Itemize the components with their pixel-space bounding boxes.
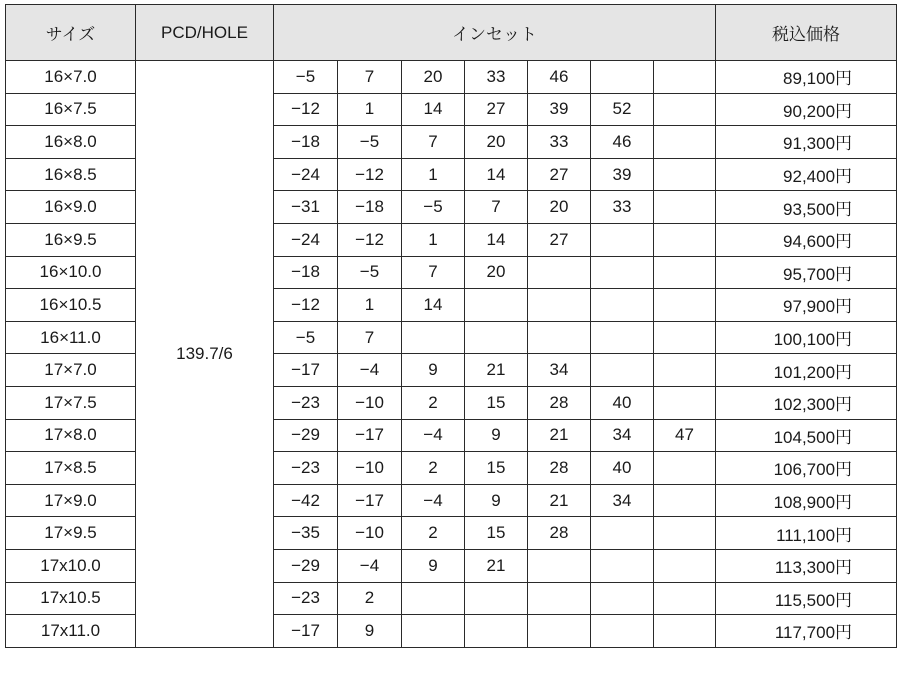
inset-cell: 52 <box>591 93 654 126</box>
price-cell: 113,300円 <box>716 549 897 582</box>
size-cell: 17×7.0 <box>6 354 136 387</box>
inset-cell: −10 <box>338 452 402 485</box>
size-cell: 16×10.5 <box>6 289 136 322</box>
price-cell: 115,500円 <box>716 582 897 615</box>
size-cell: 17x11.0 <box>6 615 136 648</box>
size-cell: 16×9.5 <box>6 223 136 256</box>
size-cell: 16×7.0 <box>6 61 136 94</box>
inset-cell <box>591 289 654 322</box>
size-cell: 17x10.0 <box>6 549 136 582</box>
inset-cell: −5 <box>338 256 402 289</box>
inset-cell: 9 <box>402 354 465 387</box>
inset-cell: 7 <box>402 126 465 159</box>
inset-cell <box>402 582 465 615</box>
inset-cell <box>654 354 716 387</box>
inset-cell: 20 <box>402 61 465 94</box>
inset-cell <box>654 517 716 550</box>
inset-cell <box>654 126 716 159</box>
inset-cell <box>528 582 591 615</box>
inset-cell: 9 <box>402 549 465 582</box>
inset-cell: 21 <box>465 549 528 582</box>
inset-cell: 34 <box>591 484 654 517</box>
inset-cell: 2 <box>402 517 465 550</box>
price-cell: 101,200円 <box>716 354 897 387</box>
inset-cell <box>654 549 716 582</box>
inset-cell <box>465 321 528 354</box>
inset-cell: −10 <box>338 517 402 550</box>
inset-cell: 7 <box>338 61 402 94</box>
inset-cell <box>654 615 716 648</box>
size-cell: 17×9.5 <box>6 517 136 550</box>
inset-cell <box>654 256 716 289</box>
inset-cell: 2 <box>402 452 465 485</box>
price-cell: 89,100円 <box>716 61 897 94</box>
size-cell: 17×7.5 <box>6 386 136 419</box>
inset-cell: 39 <box>528 93 591 126</box>
inset-cell <box>402 321 465 354</box>
inset-cell: 21 <box>528 484 591 517</box>
inset-cell: 9 <box>465 419 528 452</box>
inset-cell: 20 <box>528 191 591 224</box>
price-cell: 92,400円 <box>716 158 897 191</box>
inset-cell: 14 <box>402 93 465 126</box>
inset-cell: −10 <box>338 386 402 419</box>
inset-cell: 34 <box>591 419 654 452</box>
inset-cell <box>591 615 654 648</box>
inset-cell: −24 <box>274 158 338 191</box>
inset-cell <box>465 582 528 615</box>
price-cell: 100,100円 <box>716 321 897 354</box>
inset-cell: 1 <box>402 158 465 191</box>
inset-cell: −31 <box>274 191 338 224</box>
inset-cell: −17 <box>338 484 402 517</box>
table-row <box>6 61 897 94</box>
inset-cell <box>654 158 716 191</box>
inset-cell: 9 <box>338 615 402 648</box>
price-cell: 108,900円 <box>716 484 897 517</box>
inset-cell: 14 <box>402 289 465 322</box>
size-cell: 16×8.0 <box>6 126 136 159</box>
inset-cell: −4 <box>338 354 402 387</box>
inset-cell: 33 <box>591 191 654 224</box>
inset-cell: −12 <box>338 158 402 191</box>
inset-cell: 33 <box>465 61 528 94</box>
inset-cell: −5 <box>338 126 402 159</box>
inset-cell: 27 <box>528 158 591 191</box>
inset-cell: −29 <box>274 549 338 582</box>
inset-cell: 40 <box>591 386 654 419</box>
inset-cell: −23 <box>274 386 338 419</box>
price-cell: 91,300円 <box>716 126 897 159</box>
inset-cell: 21 <box>528 419 591 452</box>
price-cell: 104,500円 <box>716 419 897 452</box>
inset-cell: 20 <box>465 126 528 159</box>
inset-cell <box>654 386 716 419</box>
inset-cell: 15 <box>465 452 528 485</box>
inset-cell: 9 <box>465 484 528 517</box>
inset-cell: −24 <box>274 223 338 256</box>
header-price: 税込価格 <box>716 5 897 61</box>
table-header <box>6 5 897 61</box>
inset-cell <box>654 61 716 94</box>
inset-cell: 15 <box>465 386 528 419</box>
inset-cell: −35 <box>274 517 338 550</box>
inset-cell: 27 <box>528 223 591 256</box>
price-cell: 90,200円 <box>716 93 897 126</box>
inset-cell: −4 <box>402 419 465 452</box>
inset-cell: 28 <box>528 517 591 550</box>
size-cell: 16×7.5 <box>6 93 136 126</box>
inset-cell: −12 <box>274 93 338 126</box>
inset-cell <box>654 582 716 615</box>
price-cell: 97,900円 <box>716 289 897 322</box>
header-size: サイズ <box>6 5 136 61</box>
inset-cell: −17 <box>338 419 402 452</box>
inset-cell <box>654 223 716 256</box>
inset-cell <box>591 582 654 615</box>
inset-cell: −23 <box>274 582 338 615</box>
table-body <box>6 61 897 648</box>
inset-cell <box>465 615 528 648</box>
inset-cell: −23 <box>274 452 338 485</box>
inset-cell <box>654 452 716 485</box>
inset-cell: −18 <box>338 191 402 224</box>
inset-cell: −4 <box>338 549 402 582</box>
size-cell: 16×11.0 <box>6 321 136 354</box>
inset-cell: 28 <box>528 452 591 485</box>
inset-cell: −18 <box>274 256 338 289</box>
inset-cell: 21 <box>465 354 528 387</box>
inset-cell: −42 <box>274 484 338 517</box>
inset-cell: 46 <box>528 61 591 94</box>
inset-cell: 15 <box>465 517 528 550</box>
inset-cell: 14 <box>465 223 528 256</box>
inset-cell: −5 <box>274 321 338 354</box>
inset-cell <box>591 256 654 289</box>
size-cell: 17×8.0 <box>6 419 136 452</box>
inset-cell: 34 <box>528 354 591 387</box>
wheel-spec-table <box>5 4 897 648</box>
inset-cell: 7 <box>338 321 402 354</box>
inset-cell: −12 <box>274 289 338 322</box>
price-cell: 102,300円 <box>716 386 897 419</box>
inset-cell <box>654 191 716 224</box>
inset-cell: −29 <box>274 419 338 452</box>
inset-cell: −5 <box>402 191 465 224</box>
price-cell: 93,500円 <box>716 191 897 224</box>
inset-cell <box>591 517 654 550</box>
inset-cell <box>591 321 654 354</box>
inset-cell: 39 <box>591 158 654 191</box>
inset-cell: −12 <box>338 223 402 256</box>
inset-cell: 1 <box>402 223 465 256</box>
inset-cell <box>591 549 654 582</box>
price-cell: 117,700円 <box>716 615 897 648</box>
inset-cell: 40 <box>591 452 654 485</box>
inset-cell: 33 <box>528 126 591 159</box>
inset-cell: 7 <box>402 256 465 289</box>
inset-cell: −5 <box>274 61 338 94</box>
inset-cell <box>465 289 528 322</box>
size-cell: 16×10.0 <box>6 256 136 289</box>
inset-cell <box>528 615 591 648</box>
inset-cell <box>402 615 465 648</box>
size-cell: 17×9.0 <box>6 484 136 517</box>
inset-cell <box>591 354 654 387</box>
price-cell: 95,700円 <box>716 256 897 289</box>
inset-cell <box>528 256 591 289</box>
inset-cell <box>528 321 591 354</box>
header-pcd-hole: PCD/HOLE <box>136 5 274 61</box>
inset-cell: 2 <box>338 582 402 615</box>
inset-cell <box>654 93 716 126</box>
inset-cell: 20 <box>465 256 528 289</box>
inset-cell: −17 <box>274 354 338 387</box>
size-cell: 16×9.0 <box>6 191 136 224</box>
inset-cell: 27 <box>465 93 528 126</box>
inset-cell <box>591 61 654 94</box>
inset-cell <box>654 484 716 517</box>
price-cell: 106,700円 <box>716 452 897 485</box>
size-cell: 17x10.5 <box>6 582 136 615</box>
inset-cell: 2 <box>402 386 465 419</box>
pcd-hole-cell: 139.7/6 <box>136 61 274 648</box>
inset-cell <box>591 223 654 256</box>
size-cell: 17×8.5 <box>6 452 136 485</box>
inset-cell: −4 <box>402 484 465 517</box>
header-inset: インセット <box>274 5 716 61</box>
inset-cell <box>528 289 591 322</box>
inset-cell <box>654 289 716 322</box>
inset-cell <box>528 549 591 582</box>
inset-cell: −18 <box>274 126 338 159</box>
inset-cell: 46 <box>591 126 654 159</box>
inset-cell: 1 <box>338 289 402 322</box>
inset-cell: 28 <box>528 386 591 419</box>
inset-cell: −17 <box>274 615 338 648</box>
size-cell: 16×8.5 <box>6 158 136 191</box>
inset-cell: 7 <box>465 191 528 224</box>
inset-cell: 1 <box>338 93 402 126</box>
inset-cell: 14 <box>465 158 528 191</box>
inset-cell <box>654 321 716 354</box>
price-cell: 111,100円 <box>716 517 897 550</box>
inset-cell: 47 <box>654 419 716 452</box>
price-cell: 94,600円 <box>716 223 897 256</box>
